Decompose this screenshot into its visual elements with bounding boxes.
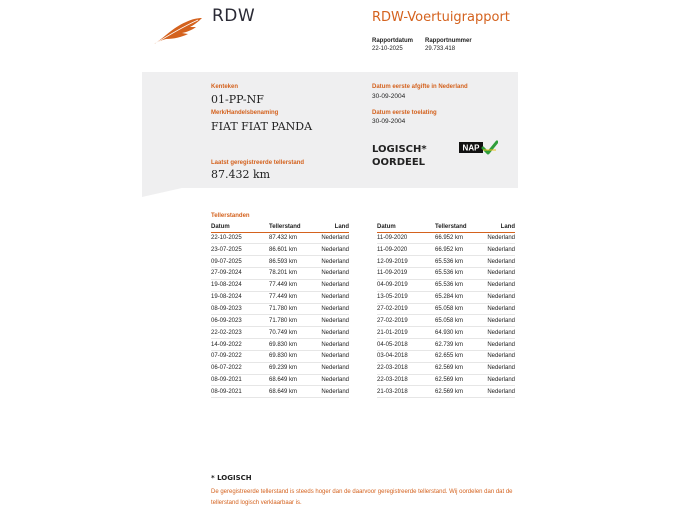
nap-check-icon [458, 140, 498, 155]
cell-country: Nederland [482, 244, 515, 256]
table-row [377, 232, 515, 244]
cell-country: Nederland [316, 315, 349, 327]
table-row [211, 374, 349, 386]
verdict-line2: OORDEEL [372, 157, 426, 168]
cell-country: Nederland [316, 303, 349, 315]
cell-date: 04-05-2018 [377, 339, 435, 351]
cell-country: Nederland [316, 232, 349, 244]
table-row [211, 303, 349, 315]
cell-odometer: 78.201 km [269, 268, 316, 280]
cell-country: Nederland [316, 339, 349, 351]
table-row [211, 279, 349, 291]
table-row [211, 327, 349, 339]
cell-odometer: 70.749 km [269, 327, 316, 339]
table-row [377, 279, 515, 291]
cell-country: Nederland [482, 256, 515, 268]
cell-date: 11-09-2020 [377, 244, 435, 256]
table-row [377, 374, 515, 386]
cell-date: 13-05-2019 [377, 291, 435, 303]
readings-table-left [211, 223, 349, 398]
cell-country: Nederland [482, 339, 515, 351]
panel-notch [142, 188, 182, 197]
cell-odometer: 65.536 km [435, 256, 482, 268]
col-country-header: Land [482, 223, 515, 232]
col-odometer-header: Tellerstand [269, 223, 316, 232]
cell-date: 06-07-2022 [211, 362, 269, 374]
cell-date: 27-09-2024 [211, 268, 269, 280]
cell-odometer: 65.058 km [435, 315, 482, 327]
table-row [377, 315, 515, 327]
cell-country: Nederland [316, 244, 349, 256]
make-value: FIAT FIAT PANDA [211, 120, 313, 133]
nap-text: NAP [462, 143, 480, 153]
cell-country: Nederland [482, 327, 515, 339]
rdw-feather-logo-icon [152, 16, 204, 46]
cell-odometer: 64.930 km [435, 327, 482, 339]
table-row [211, 244, 349, 256]
table-row [211, 339, 349, 351]
col-country-header: Land [316, 223, 349, 232]
cell-date: 21-03-2018 [377, 386, 435, 398]
report-number-block [425, 37, 472, 53]
cell-country: Nederland [316, 291, 349, 303]
cell-odometer: 65.284 km [435, 291, 482, 303]
make-label: Merk/Handelsbenaming [211, 110, 279, 116]
cell-odometer: 71.780 km [269, 315, 316, 327]
table-row [377, 350, 515, 362]
cell-country: Nederland [316, 279, 349, 291]
cell-date: 21-01-2019 [377, 327, 435, 339]
cell-date: 03-04-2018 [377, 350, 435, 362]
table-row [377, 303, 515, 315]
cell-odometer: 65.536 km [435, 279, 482, 291]
cell-country: Nederland [316, 256, 349, 268]
odometer-value: 87.432 km [211, 168, 271, 181]
cell-date: 22-10-2025 [211, 232, 269, 244]
table-row [377, 386, 515, 398]
cell-country: Nederland [482, 279, 515, 291]
brand-name: RDW [212, 6, 256, 26]
readings-rows-left [211, 232, 349, 398]
col-date-header: Datum [211, 223, 269, 232]
table-row [211, 350, 349, 362]
report-date-value: 22-10-2025 [372, 46, 403, 52]
cell-date: 22-02-2023 [211, 327, 269, 339]
cell-country: Nederland [482, 268, 515, 280]
cell-date: 22-03-2018 [377, 362, 435, 374]
cell-odometer: 77.449 km [269, 279, 316, 291]
first-nl-value: 30-09-2004 [372, 93, 406, 100]
verdict-line1: LOGISCH* [372, 144, 427, 155]
cell-odometer: 87.432 km [269, 232, 316, 244]
table-header-row [377, 223, 515, 232]
table-row [211, 291, 349, 303]
verdict [372, 143, 427, 169]
cell-date: 11-09-2019 [377, 268, 435, 280]
plate-value: 01-PP-NF [211, 93, 264, 106]
report-number-value: 29.733.418 [425, 46, 456, 52]
plate-label: Kenteken [211, 84, 239, 90]
cell-date: 27-02-2019 [377, 315, 435, 327]
table-row [211, 268, 349, 280]
cell-odometer: 62.569 km [435, 362, 482, 374]
cell-country: Nederland [316, 268, 349, 280]
cell-date: 04-09-2019 [377, 279, 435, 291]
cell-odometer: 65.058 km [435, 303, 482, 315]
cell-odometer: 66.952 km [435, 244, 482, 256]
cell-odometer: 86.601 km [269, 244, 316, 256]
cell-date: 27-02-2019 [377, 303, 435, 315]
col-odometer-header: Tellerstand [435, 223, 482, 232]
cell-odometer: 62.655 km [435, 350, 482, 362]
cell-country: Nederland [482, 374, 515, 386]
cell-date: 08-09-2023 [211, 303, 269, 315]
readings-title: Tellerstanden [211, 213, 250, 219]
cell-date: 12-09-2019 [377, 256, 435, 268]
cell-country: Nederland [482, 362, 515, 374]
cell-date: 19-08-2024 [211, 291, 269, 303]
first-admission-value: 30-09-2004 [372, 118, 406, 125]
table-row [211, 256, 349, 268]
cell-date: 11-09-2020 [377, 232, 435, 244]
odometer-label: Laatst geregistreerde tellerstand [211, 160, 305, 166]
cell-country: Nederland [316, 327, 349, 339]
table-row [377, 291, 515, 303]
report-date-block [372, 37, 413, 53]
cell-country: Nederland [316, 362, 349, 374]
cell-country: Nederland [482, 315, 515, 327]
cell-odometer: 62.739 km [435, 339, 482, 351]
table-row [377, 339, 515, 351]
table-row [211, 362, 349, 374]
cell-date: 14-09-2022 [211, 339, 269, 351]
table-row [377, 327, 515, 339]
col-date-header: Datum [377, 223, 435, 232]
cell-odometer: 66.952 km [435, 232, 482, 244]
cell-odometer: 68.649 km [269, 386, 316, 398]
cell-date: 06-09-2023 [211, 315, 269, 327]
cell-odometer: 86.593 km [269, 256, 316, 268]
cell-date: 23-07-2025 [211, 244, 269, 256]
cell-country: Nederland [482, 232, 515, 244]
cell-odometer: 69.239 km [269, 362, 316, 374]
table-row [377, 362, 515, 374]
table-row [377, 244, 515, 256]
cell-country: Nederland [316, 374, 349, 386]
cell-odometer: 71.780 km [269, 303, 316, 315]
readings-rows-right [377, 232, 515, 398]
cell-odometer: 69.830 km [269, 350, 316, 362]
report-title: RDW-Voertuigrapport [372, 10, 510, 25]
table-row [377, 268, 515, 280]
cell-country: Nederland [482, 291, 515, 303]
readings-table-right [377, 223, 515, 398]
footnote-title: * LOGISCH [211, 474, 252, 482]
cell-country: Nederland [482, 386, 515, 398]
cell-date: 19-08-2024 [211, 279, 269, 291]
cell-odometer: 68.649 km [269, 374, 316, 386]
cell-date: 07-09-2022 [211, 350, 269, 362]
cell-country: Nederland [482, 303, 515, 315]
first-nl-label: Datum eerste afgifte in Nederland [372, 84, 468, 90]
table-row [211, 232, 349, 244]
first-admission-label: Datum eerste toelating [372, 110, 437, 116]
cell-country: Nederland [482, 350, 515, 362]
report-date-label: Rapportdatum [372, 38, 413, 44]
cell-odometer: 62.569 km [435, 374, 482, 386]
footnote-text: De geregistreerde tellerstand is steeds hoger dan de daarvoor geregistreerde tellerstand. Wij oordelen dan dat de tellerstand logisch verklaarbaar is. [211, 489, 513, 506]
report-number-label: Rapportnummer [425, 38, 472, 44]
cell-country: Nederland [316, 386, 349, 398]
table-row [377, 256, 515, 268]
cell-date: 08-09-2021 [211, 374, 269, 386]
table-row [211, 386, 349, 398]
cell-country: Nederland [316, 350, 349, 362]
table-row [211, 315, 349, 327]
cell-date: 22-03-2018 [377, 374, 435, 386]
cell-date: 08-09-2021 [211, 386, 269, 398]
cell-odometer: 62.569 km [435, 386, 482, 398]
table-header-row [211, 223, 349, 232]
cell-date: 09-07-2025 [211, 256, 269, 268]
cell-odometer: 77.449 km [269, 291, 316, 303]
cell-odometer: 69.830 km [269, 339, 316, 351]
cell-odometer: 65.536 km [435, 268, 482, 280]
